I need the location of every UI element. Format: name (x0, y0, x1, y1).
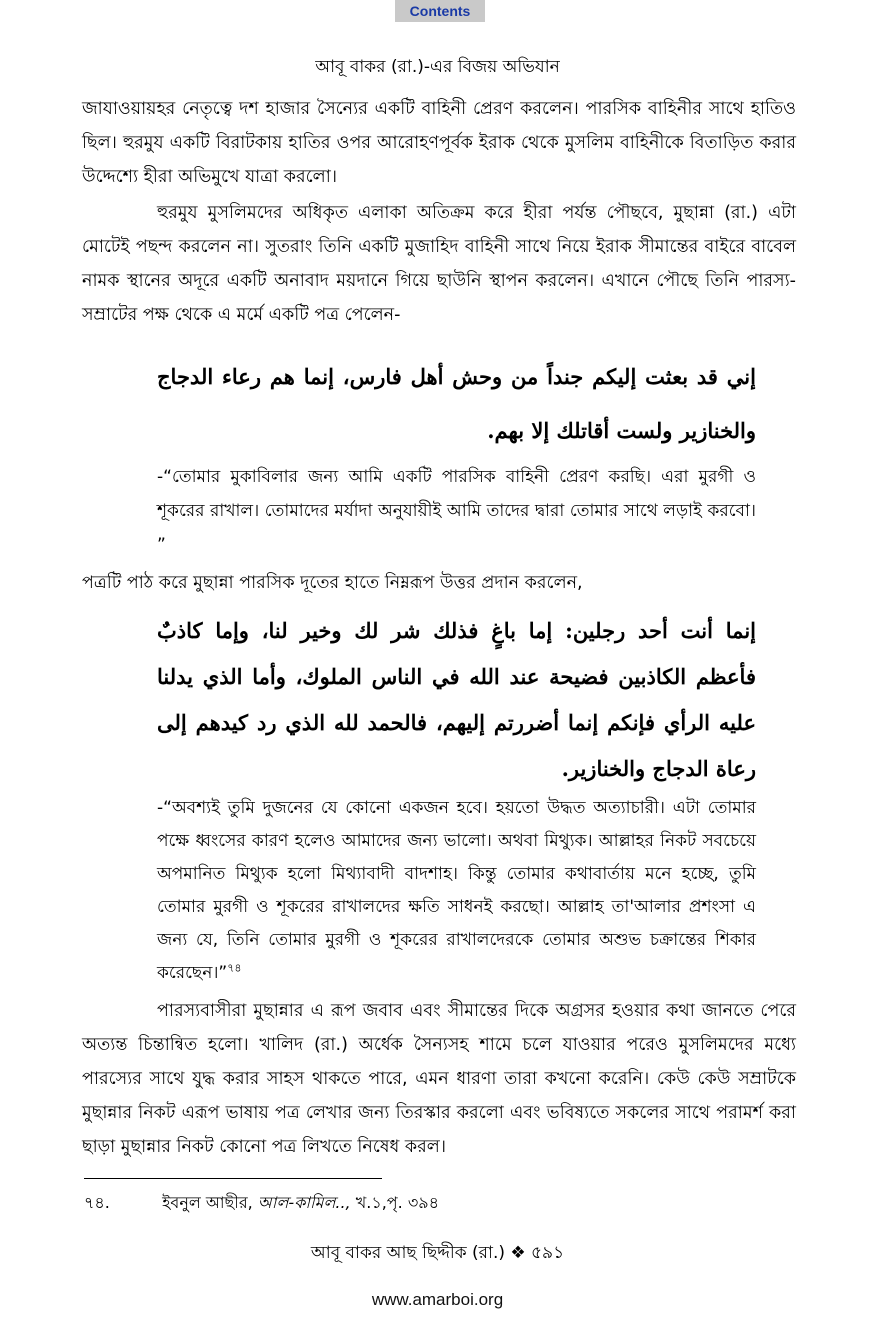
running-title: আবূ বাকর (রা.)-এর বিজয় অভিযান (315, 57, 560, 77)
paragraph-1: জাযাওয়ায়হর নেতৃত্বে দশ হাজার সৈন্যের একটি বাহিনী প্রেরণ করলেন। পারসিক বাহিনীর সাথে হাতিও ছিল। হুরমুয একটি বিরাটকায় হাতির ওপর আরোহণপূর্বক ইরাক থেকে মুসলিম বাহিনীকে বিতাড়িত করার উদ্দেশ্যে হীরা অভিমুখে যাত্রা করলো। (82, 99, 796, 187)
bengali-translation-2 (157, 792, 756, 990)
footnote-work: আল-কামিল.., (257, 1193, 351, 1212)
footnote-ref: খ.১,পৃ. ৩৯৪ (355, 1193, 439, 1212)
footnote-author: ইবনুল আছীর, (162, 1193, 253, 1212)
arabic-reply-quote: إنما أنت أحد رجلين: إما باغٍ فذلك شر لك وخير لنا، وإما كاذبٌ فأعظم الكاذبين فضيحة عند الله في الناس الملوك، وأما الذي يدلنا عليه الرأي فإنكم إنما أضررتم إليهم، فالحمد لله الذي رد كيدهم إلى رعاة الدجاج والخنازير. (157, 618, 756, 781)
footnote-marker[interactable]: ৭৪ (227, 961, 242, 975)
arabic-letter-quote: إني قد بعثت إليكم جنداً من وحش أهل فارس، إنما هم رعاء الدجاج والخنازير ولست أقاتلك إلا بهم. (157, 364, 756, 443)
paragraph-2: হুরমুয মুসলিমদের অধিকৃত এলাকা অতিক্রম করে হীরা পর্যন্ত পৌছবে, মুছান্না (রা.) এটা মোটেই পছন্দ করলেন না। সুতরাং তিনি একটি মুজাহিদ বাহিনী সাথে নিয়ে ইরাক সীমান্তের বাইরে বাবেল নামক স্থানের অদূরে একটি অনাবাদ ময়দানে গিয়ে ছাউনি স্থাপন করলেন। এখানে পৌছে তিনি পারস্য-সম্রাটের পক্ষ থেকে এ মর্মে একটি পত্র পেলেন- (82, 203, 796, 325)
contents-button[interactable]: Contents (395, 0, 485, 22)
page-body (82, 92, 796, 1164)
page-footer: আবূ বাকর আছ ছিদ্দীক (রা.) ❖ ৫৯১ (310, 1243, 565, 1263)
translation-2-text: -“অবশ্যই তুমি দুজনের যে কোনো একজন হবে। হয়তো উদ্ধত অত্যাচারী। এটা তোমার পক্ষে ধ্বংসের কারণ হলেও আমাদের জন্য ভালো। অথবা মিথ্যুক। আল্লাহর নিকট সবচেয়ে অপমানিত মিথ্যুক হলো মিথ্যাবাদী বাদশাহ। কিন্তু তোমার কথাবার্তায় মনে হচ্ছে, তুমি তোমার মুরগী ও শূকরের রাখালদের ক্ষতি সাধনই করছো। আল্লাহ তা'আলার প্রশংসা এ জন্য যে, তিনি তোমার মুরগী ও শূকরের রাখালদেরকে তোমার অশুভ চক্রান্তের শিকার করেছেন।” (157, 798, 756, 983)
website-url[interactable]: www.amarboi.org (371, 1290, 504, 1309)
paragraph-3: পত্রটি পাঠ করে মুছান্না পারসিক দূতের হাতে নিম্নরূপ উত্তর প্রদান করলেন, (82, 573, 583, 593)
footnote-divider (84, 1178, 382, 1179)
footnote-number: ৭৪. (84, 1193, 110, 1212)
footnote (84, 1190, 439, 1217)
paragraph-4: পারস্যবাসীরা মুছান্নার এ রূপ জবাব এবং সীমান্তের দিকে অগ্রসর হওয়ার কথা জানতে পেরে অত্যন্ত চিন্তান্বিত হলো। খালিদ (রা.) অর্ধেক সৈন্যসহ শামে চলে যাওয়ার পরেও মুসলিমদের মধ্যে পারস্যের সাথে যুদ্ধ করার সাহস থাকতে পারে, এমন ধারণা তারা কখনো করেনি। কেউ কেউ সম্রাটকে মুছান্নার নিকট এরূপ ভাষায় পত্র লেখার জন্য তিরস্কার করলো এবং ভবিষ্যতে সকলের সাথে পরামর্শ করা ছাড়া মুছান্নার নিকট কোনো পত্র লিখতে নিষেধ করল। (82, 1001, 796, 1157)
bengali-translation-1: -“তোমার মুকাবিলার জন্য আমি একটি পারসিক বাহিনী প্রেরণ করছি। এরা মুরগী ও শূকরের রাখাল। তোমাদের মর্যাদা অনুযায়ীই আমি তাদের দ্বারা তোমার সাথে লড়াই করবো। ” (157, 467, 756, 555)
